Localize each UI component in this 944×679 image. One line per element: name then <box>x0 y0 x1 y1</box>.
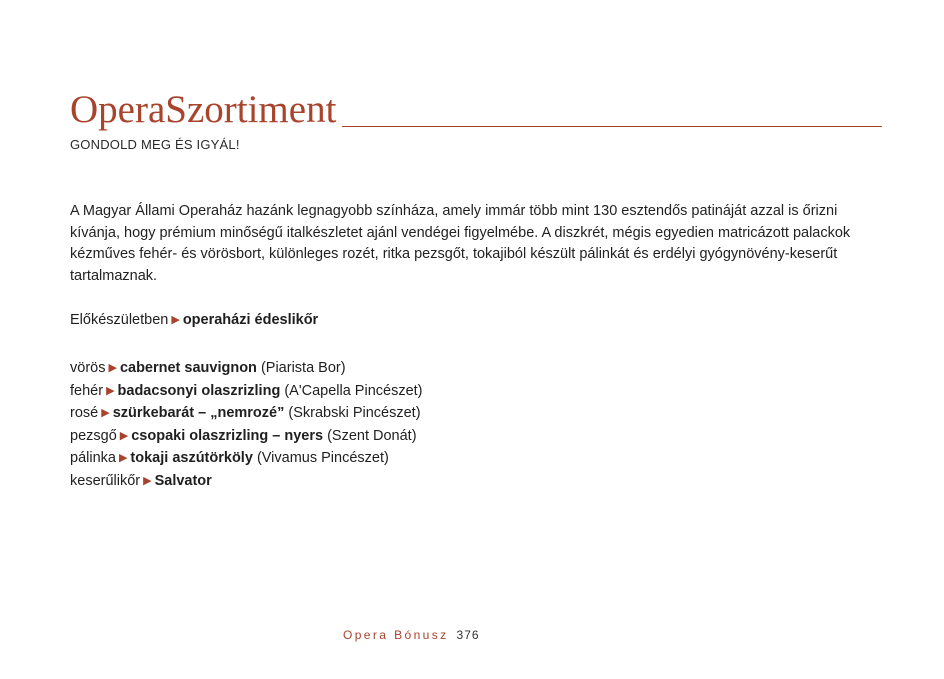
list-item <box>70 402 423 425</box>
item-category: vörös <box>70 360 106 376</box>
item-producer: (Skrabski Pincészet) <box>288 405 421 421</box>
item-category: rosé <box>70 405 99 421</box>
item-producer: (Szent Donát) <box>327 427 417 444</box>
list-item <box>70 357 423 380</box>
list-item <box>70 380 423 403</box>
page-footer <box>343 628 480 642</box>
arrow-icon: ▶ <box>108 362 117 374</box>
item-producer: (A'Capella Pincészet) <box>284 382 423 399</box>
item-name: Salvator <box>154 472 212 489</box>
item-category: pezsgő <box>70 427 117 444</box>
list-item <box>70 447 423 470</box>
page-number: 376 <box>456 628 480 642</box>
arrow-icon: ▶ <box>101 407 110 419</box>
arrow-icon: ▶ <box>119 429 129 442</box>
item-name: badacsonyi olaszrizling <box>117 382 281 399</box>
page-title: OperaSzortiment <box>70 88 337 131</box>
list-item <box>70 425 423 448</box>
product-list <box>70 357 423 492</box>
arrow-icon: ▶ <box>118 452 128 464</box>
item-category: keserűlikőr <box>70 472 141 489</box>
item-name: cabernet sauvignon <box>119 360 257 376</box>
item-name: tokaji aszútörköly <box>130 450 253 466</box>
arrow-icon: ▶ <box>171 314 180 326</box>
title-row <box>70 88 882 132</box>
pending-item <box>70 309 318 331</box>
arrow-icon: ▶ <box>106 384 115 397</box>
item-producer: (Vivamus Pincészet) <box>256 450 389 466</box>
item-category: pálinka <box>70 450 116 466</box>
intro-paragraph: A Magyar Állami Operaház hazánk legnagyobb színháza, amely immár több mint 130 esztendős patináját azzal is őrizni kívánja, hogy prémium minőségű italkészletet ajánl vendégei figyelmébe. A diszkrét, mégis egyedien matricázott palackok kézműves fehér- és vörösbort, különleges rozét, ritka pezsgőt, tokajiból készült pálinkát és erdélyi gyógynövény-keserűt tartalmaznak. <box>70 203 851 284</box>
pending-name: operaházi édeslikőr <box>182 312 319 328</box>
page-subtitle: GONDOLD MEG ÉS IGYÁL! <box>70 137 240 152</box>
item-name: szürkebarát – „nemrozé” <box>112 405 285 421</box>
item-name: csopaki olaszrizling – nyers <box>131 427 324 444</box>
pending-label: Előkészületben <box>70 312 169 328</box>
list-item <box>70 470 423 493</box>
item-category: fehér <box>70 382 104 399</box>
footer-label: Opera Bónusz <box>343 628 449 642</box>
title-divider <box>342 126 882 127</box>
arrow-icon: ▶ <box>143 474 152 487</box>
item-producer: (Piarista Bor) <box>260 360 346 376</box>
